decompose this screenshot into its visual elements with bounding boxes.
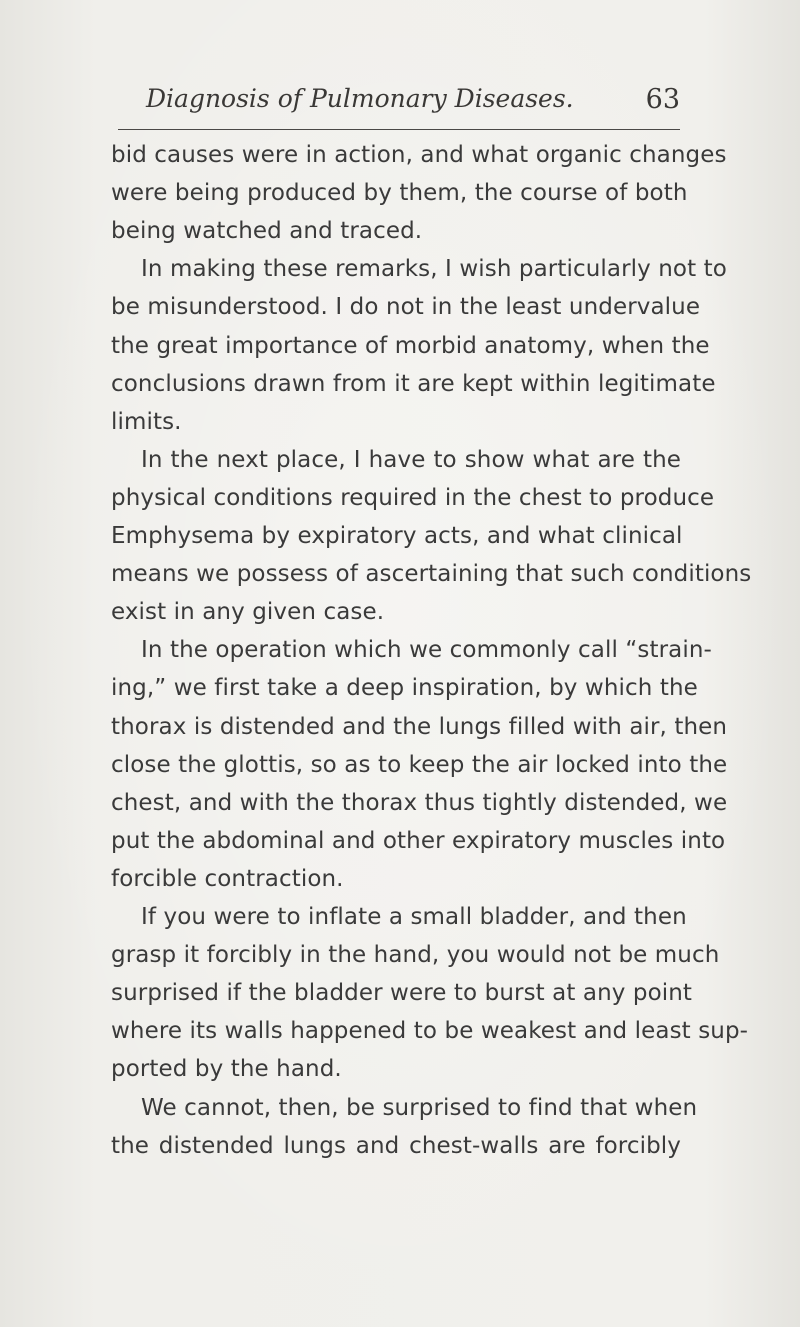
text-line: physical conditions required in the chest to produce: [111, 484, 715, 511]
text-line: were being produced by them, the course of both: [111, 180, 688, 207]
text-line: chest, and with the thorax thus tightly distended, we: [111, 789, 728, 816]
text-line: surprised if the bladder were to burst at any point: [111, 980, 693, 1007]
text-line: put the abdominal and other expiratory muscles into: [111, 827, 726, 854]
text-line: In making these remarks, I wish particularly not to: [141, 256, 727, 283]
running-header: [146, 82, 680, 124]
text-line: the distended lungs and chest-walls are forcibly: [111, 1132, 681, 1159]
text-line: ported by the hand.: [111, 1056, 342, 1083]
text-line: forcible contraction.: [111, 865, 344, 892]
text-line: Emphysema by expiratory acts, and what clinical: [111, 523, 683, 549]
text-line: ing,” we first take a deep inspiration, by which the: [111, 675, 698, 702]
text-line: exist in any given case.: [111, 599, 385, 626]
text-line: In the next place, I have to show what are the: [141, 446, 681, 473]
text-line: being watched and traced.: [111, 218, 423, 245]
text-line: If you were to inflate a small bladder, and then: [141, 904, 687, 930]
text-line: means we possess of ascertaining that such conditions: [111, 561, 752, 588]
page-number: 63: [645, 84, 680, 115]
text-line: be misunderstood. I do not in the least undervalue: [111, 294, 701, 321]
text-line: thorax is distended and the lungs filled with air, then: [111, 713, 728, 740]
header-rule: [118, 129, 680, 130]
text-line: close the glottis, so as to keep the air locked into the: [111, 751, 728, 778]
text-line: conclusions drawn from it are kept within legitimate: [111, 370, 716, 397]
text-line: the great importance of morbid anatomy, when the: [111, 332, 710, 359]
text-line: grasp it forcibly in the hand, you would not be much: [111, 942, 720, 969]
text-line: We cannot, then, be surprised to find that when: [141, 1094, 698, 1121]
running-title: Diagnosis of Pulmonary Diseases.: [146, 84, 574, 113]
text-line: In the operation which we commonly call “strain-: [141, 637, 712, 664]
text-line: where its walls happened to be weakest and least sup-: [111, 1018, 749, 1045]
text-line: bid causes were in action, and what organic changes: [111, 142, 727, 168]
text-line: limits.: [111, 408, 182, 435]
